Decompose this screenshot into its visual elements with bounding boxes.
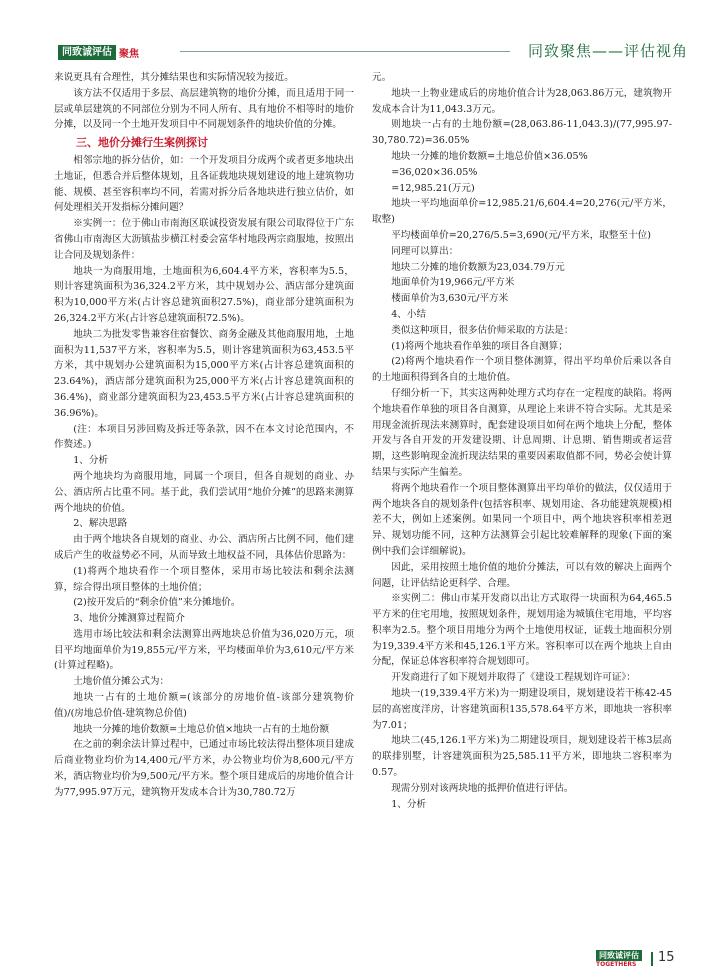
paragraph: 选用市场比较法和剩余法测算出两地块总价值为36,020万元，项目平均地面单价为19,855元/平方米，平均楼面单价为3,610元/平方米(计算过程略)。 [54,628,354,672]
page-header [0,0,720,64]
paragraph: (2)将两个地块看作一个项目整体测算，得出平均单价后乘以各自的土地面积得到各自的土地价值。 [372,356,672,384]
brand-logo [58,44,176,60]
logo-subtitle: 聚焦 [119,48,139,60]
header-rule [180,51,510,52]
footer-logo [596,950,642,969]
paragraph: 则地块一占有的土地份额=(28,063.86-11,043.3)/(77,995.97-30,780.72)=36.05% [372,119,672,147]
subheading: 4、小结 [391,308,427,320]
paragraph: (1)将两个地块看作单独的项目各自测算； [391,340,568,352]
paragraph: (1)将两个地块看作一个项目整体，采用市场比较法和剩余法测算，综合得出项目整体的土地价值； [54,565,354,593]
paragraph: 将两个地块看作一个项目整体测算出平均单价的做法，仅仅适用于两个地块各自的规划条件(包括容积率、规划用途、各功能建筑规模)相差不大，例如上述案例。如果同一个项目中，两个地块容积率相差迥异、规划功能不同，这种方法测算会引起比较难解释的现象(下面的案例中我们会详细解说)。 [372,482,672,557]
paragraph: 元。 [372,72,392,83]
paragraph: 由于两个地块各自规划的商业、办公、酒店所占比例不同，他们建成后产生的收益势必不同，从而导致土地权益不同，具体估价思路为： [54,534,354,561]
subheading: 3、地价分摊测算过程简介 [73,613,185,625]
logo-text: 同致诚评估 [58,45,116,60]
footer-logo-english: TOGETHERS [596,961,637,968]
paragraph: (2)按开发后的“剩余价值”来分摊地价。 [73,597,241,609]
paragraph: ※实例二：佛山市某开发商以出让方式取得一块面积为64,465.5平方米的住宅用地，按照规划条件，规划用途为城镇住宅用地，平均容积率为2.5。整个项目用地分为两个土地使用权证，证载土地面积分别为19,339.4平方米和45,126.1平方米。容积率可以在两个地块上自由分配，保证总体容积率符合规划即可。 [372,593,672,668]
paragraph: 平均楼面单价=20,276/5.5=3,690(元/平方米，取整至十位) [391,229,652,241]
paragraph: 地块二(45,126.1平方米)为二期建设项目，规划建设若干栋3层高的联排别墅，计容建筑面积为25,585.11平方米，即地块二容积率为0.57。 [372,735,672,779]
paragraph: 地块一占有的土地价额=(该部分的房地价值-该部分建筑物价值)/(房地总价值-建筑物总价值) [54,692,354,719]
paragraph: ※实例一：位于佛山市南海区联诚投资发展有限公司取得位于广东省佛山市南海区大沥镇盐步横江村委会富华村地段两宗商服地，按照出让合同及规划条件： [54,218,354,261]
paragraph: 开发商进行了如下规划并取得了《建设工程规划许可证》： [391,672,636,684]
paragraph: 该方法不仅适用于多层、高层建筑物的地价分摊，而且适用于同一层或单层建筑的不同部位分别为不同人所有、具有地价不相等时的地价分摊，以及同一个土地开发项目中不同规划条件的地块价值的分摊。 [54,87,354,131]
paragraph: =12,985.21(万元) [391,182,475,194]
left-column [54,70,354,801]
paragraph: 现需分别对该两块地的抵押价值进行评估。 [391,782,574,794]
section-heading: 三、地价分摊行生案例探讨 [76,136,208,150]
subheading: 1、分析 [73,455,109,467]
right-column [372,70,672,812]
paragraph: 地块一为商服用地，土地面积为6,604.4平方米，容积率为5.5，则计容建筑面积为36,324.2平方米，其中规划办公、酒店部分建筑面积为10,000平方米(占计容总建筑面积27.5%)，商业部分建筑面积为26,324.2平方米(占计容总建筑面积72.5%)。 [54,265,354,324]
paragraph: 地面单价为19,966元/平方米 [391,277,515,289]
paragraph: 同理可以算出： [391,245,459,257]
paragraph: 地块一上物业建成后的房地价值合计为28,063.86万元，建筑物开发成本合计为11,043.3万元。 [372,87,672,115]
paragraph: 楼面单价为3,630元/平方米 [391,293,509,305]
paragraph: 在之前的剩余法计算过程中，已通过市场比较法得出整体项目建成后商业物业均价为14,400元/平方米，办公物业均价为8,600元/平方米，酒店物业均价为9,500元/平方米。整个项目建成后的房地价值合计为77,995.97万元，建筑物开发成本合计为30,780.72万 [54,739,354,798]
page-footer [0,948,720,972]
paragraph: 地块一分摊的地价数额=土地总价值×地块一占有的土地份额 [73,723,330,735]
paragraph: 来说更具有合理性，其分摊结果也和实际情况较为接近。 [54,72,294,83]
paragraph: 相邻宗地的拆分估价，如：一个开发项目分成两个或者更多地块出土地证，但悉合并后整体规划，且各证载地块规划建设的地上建筑物功能、规模、甚至容积率均不同，若需对拆分后各地块进行独立估价，如何处理相关开发指标分摊问题？ [54,154,354,214]
paragraph: 地块一(19,339.4平方米)为一期建设项目，规划建设若干栋42-45层的高密度洋房，计容建筑面积135,578.64平方米，即地块一容积率为7.01； [372,688,672,731]
paragraph: 地块一分摊的地价数额=土地总价值×36.05% [391,150,588,162]
paragraph: 地块二为批发零售兼容住宿餐饮、商务金融及其他商服用地，土地面积为11,537平方米，容积率为5.5，则计容建筑面积为63,453.5平方米，其中规划办公建筑面积为15,000平方米(占计容总建筑面积的23.64%)，酒店部分建筑面积为25,000平方米(占计容总建筑面积的36.4%)，商业部分建筑面积为23,453.5平方米(占计容总建筑面积的36.96%)。 [54,328,354,419]
paragraph: 两个地块均为商服用地，同属一个项目，但各自规划的商业、办公、酒店所占比重不同。基于此，我们尝试用“地价分摊”的思路来测算两个地块的价值。 [54,470,354,514]
paragraph: (注：本项目另涉回购及拆迁等条款，因不在本文讨论范围内，不作赘述。) [54,423,354,451]
paragraph: 仔细分析一下，其实这两种处理方式均存在一定程度的缺陷。将两个地块看作单独的项目各自测算，从理论上来讲不符合实际。尤其是采用现金流折现法来测算时，配套建设项目如何在两个地块上分配，整体开发与各自开发的开发建设期、计息周期、计息期、销售期或者运营期，这些影响现金流折现法结果的重要因素取值都不同，势必会使计算结果与实际产生偏差。 [372,387,672,478]
paragraph: 因此，采用按照土地价值的地价分摊法，可以有效的解决上面两个问题，让评估结论更科学、合理。 [372,561,672,589]
page-number: 15 [658,950,675,965]
paragraph: 地块一平均地面单价=12,985.21/6,604.4=20,276(元/平方米，取整) [372,198,672,226]
paragraph: 土地价值分摊公式为： [73,676,170,688]
subheading: 1、分析 [391,798,427,810]
footer-logo-text: 同致诚评估 [596,950,642,961]
subheading: 2、解决思路 [73,518,128,530]
footer-separator [651,952,653,966]
paragraph: =36,020×36.05% [391,166,478,178]
paragraph: 类似这种项目，很多估价师采取的方法是： [391,324,574,336]
section-title: 同致聚焦——评估视角 [528,42,689,60]
paragraph: 地块二分摊的地价数额为23,034.79万元 [391,261,565,273]
